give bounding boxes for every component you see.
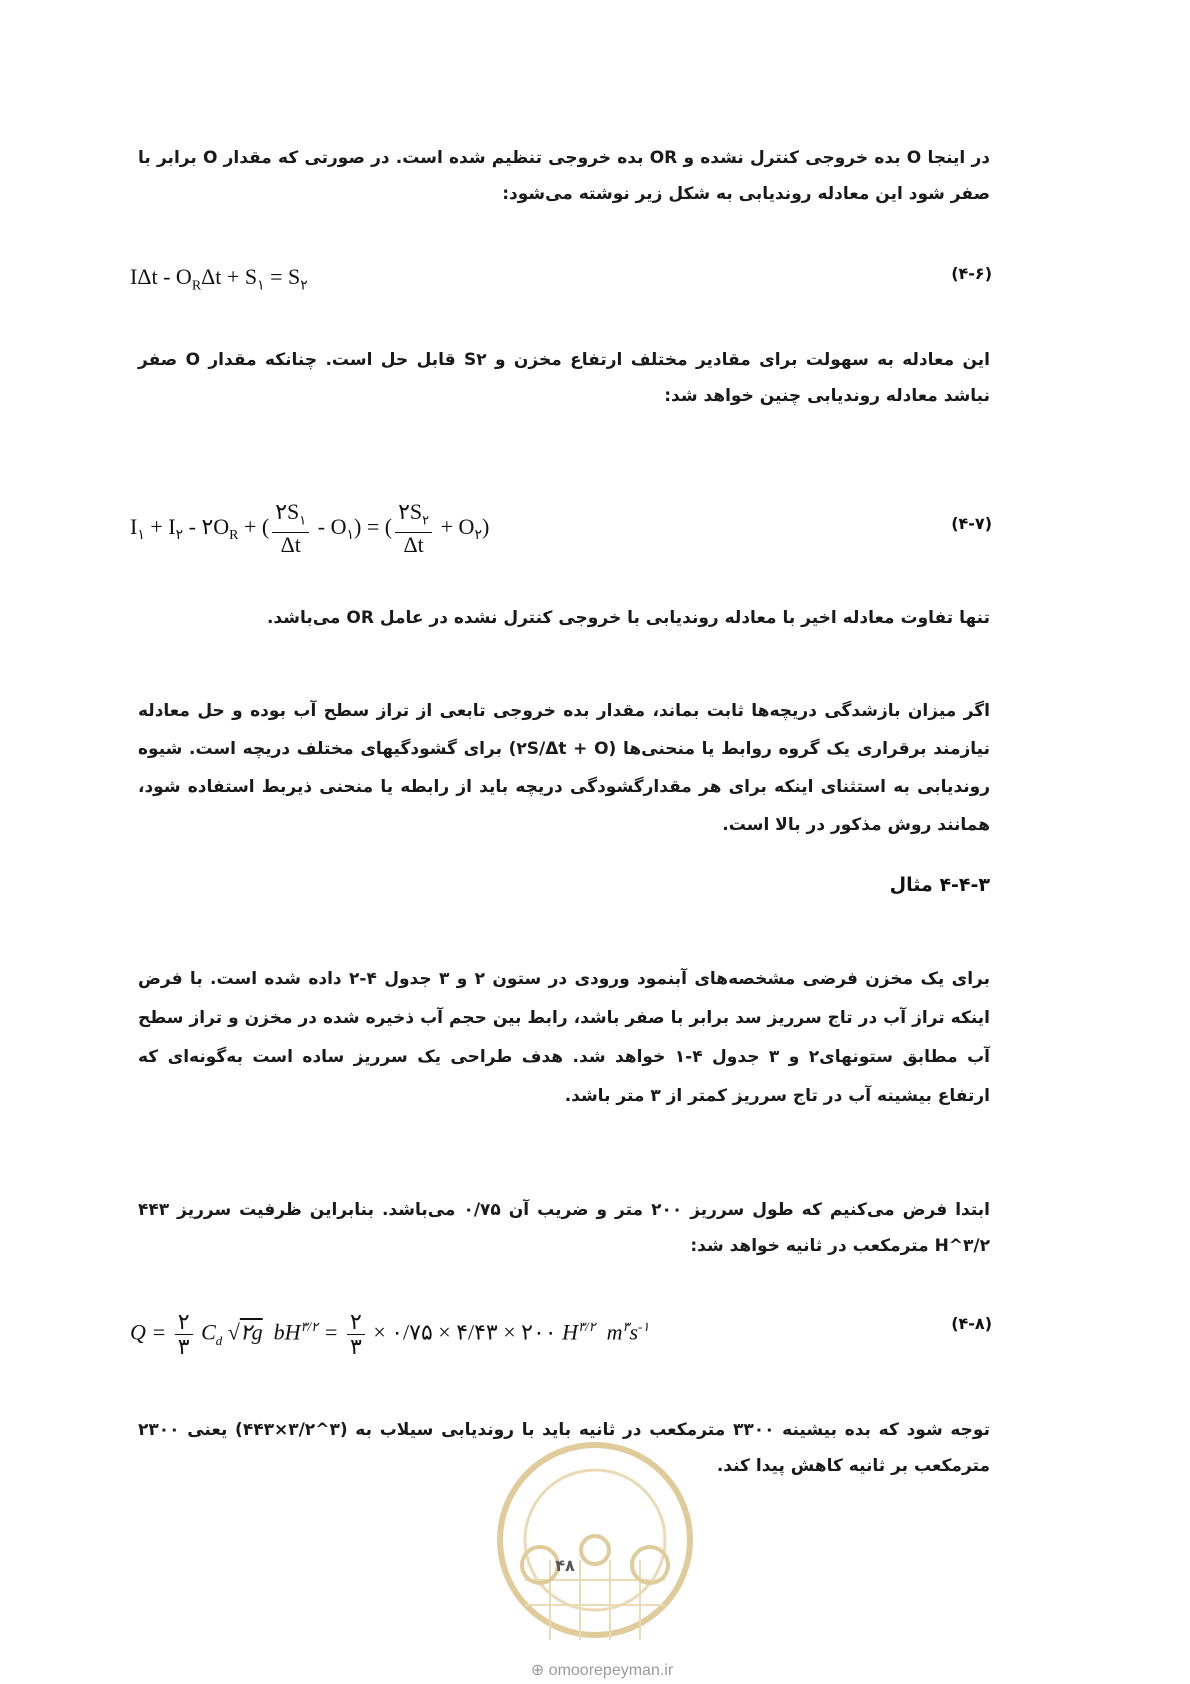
page-number: ۴۸ xyxy=(555,1556,575,1575)
paragraph-1 xyxy=(138,140,990,212)
fraction-2s1-dt: $\frac{۲S_۱}{\Delta t}$ xyxy=(272,500,309,557)
paragraph-1-text: در اینجا O بده خروجی کنترل نشده و OR بده خروجی تنظیم شده است. در صورتی که مقدار O برابر با صفر شود این معادله روندیابی به شکل زیر نوشته می‌شود: xyxy=(138,148,990,204)
equation-4-6 xyxy=(130,264,992,308)
equation-4-8-body: Q = $\frac{۲}{۳}$ $C_d$ √۲g $bH^{۳/۲}$ = $\frac{۲}{۳}$ × ۰/۷۵ × ۴/۴۳ × ۲۰۰ $H^{۳/۲}$ $m^۳s^{-۱}$ xyxy=(130,1309,650,1359)
paragraph-4-text: اگر میزان بازشدگی دریچه‌ها ثابت بماند، مقدار بده خروجی تابعی از تراز سطح آب بوده و حل معادله نیازمند برقراری یک گروه روابط یا منحنی‌ها (۲S/Δt + O) برای گشودگیهای مختلف دریچه است. شیوه روندیابی به استثنای اینکه برای هر مقدارگشودگی دریچه باید از رابطه یا منحنی ذیربط استفاده شود، همانند روش مذکور در بالا است. xyxy=(138,701,991,835)
equation-4-7-number: (۴-۷) xyxy=(951,514,992,533)
paragraph-5-text: برای یک مخزن فرضی مشخصه‌های آبنمود ورودی در ستون ۲ و ۳ جدول ۴-۲ داده شده است. با فرض اینکه تراز آب در تاج سرریز سد برابر با صفر باشد، رابط بین حجم آب ذخیره شده در مخزن و تراز سطح آب مطابق ستونهای۲ و ۳ جدول ۴-۱ خواهد شد. هدف طراحی یک سرریز ساده است به‌گونه‌ای که ارتفاع بیشینه آب در تاج سرریز کمتر از ۳ متر باشد. xyxy=(138,969,990,1106)
fraction-2s2-dt: $\frac{۲S_۲}{\Delta t}$ xyxy=(395,500,432,557)
section-heading: ۴-۴-۳ مثال xyxy=(889,874,990,896)
paragraph-3 xyxy=(138,600,990,636)
equation-4-8-number: (۴-۸) xyxy=(951,1314,992,1333)
equation-4-7-body: $I_۱ + I_۲$ - $۲O_R$ + ( $\frac{۲S_۱}{\Delta t}$ - $O_۱$) = ( $\frac{۲S_۲}{\Delta t}$ + $O_۲$) xyxy=(130,499,490,558)
paragraph-4 xyxy=(138,692,990,844)
paragraph-6 xyxy=(138,1192,990,1264)
equation-4-7 xyxy=(130,500,992,560)
paragraph-2 xyxy=(138,342,990,414)
equation-4-6-body: $I\Delta t - O_R\Delta t + S_۱ = S_۲$ xyxy=(130,264,308,294)
paragraph-5 xyxy=(138,960,990,1116)
watermark-url: ⊕ omoorepeyman.ir xyxy=(530,1662,674,1679)
paragraph-6-text: ابتدا فرض می‌کنیم که طول سرریز ۲۰۰ متر و ضریب آن ۰/۷۵ می‌باشد. بنابراین ظرفیت سرریز ۴۴۳ H^۳/۲ مترمکعب در ثانیه خواهد شد: xyxy=(138,1200,991,1256)
equation-4-8 xyxy=(130,1310,992,1370)
equation-4-6-number: (۴-۶) xyxy=(951,264,992,283)
paragraph-3-text: تنها تفاوت معادله اخیر با معادله روندیابی با خروجی کنترل نشده در عامل OR می‌باشد. xyxy=(266,608,990,628)
paragraph-2-text: این معادله به سهولت برای مقادیر مختلف ارتفاع مخزن و S۲ قابل حل است. چنانکه مقدار O صفر نباشد معادله روندیابی چنین خواهد شد: xyxy=(138,350,990,406)
paragraph-7-text: توجه شود که بده بیشینه ۳۳۰۰ مترمکعب در ثانیه باید با روندیابی سیلاب به (۳^۳/۲×۴۴۳) یعنی ۲۳۰۰ مترمکعب بر ثانیه کاهش پیدا کند. xyxy=(138,1420,990,1476)
watermark-logo xyxy=(470,1430,720,1660)
